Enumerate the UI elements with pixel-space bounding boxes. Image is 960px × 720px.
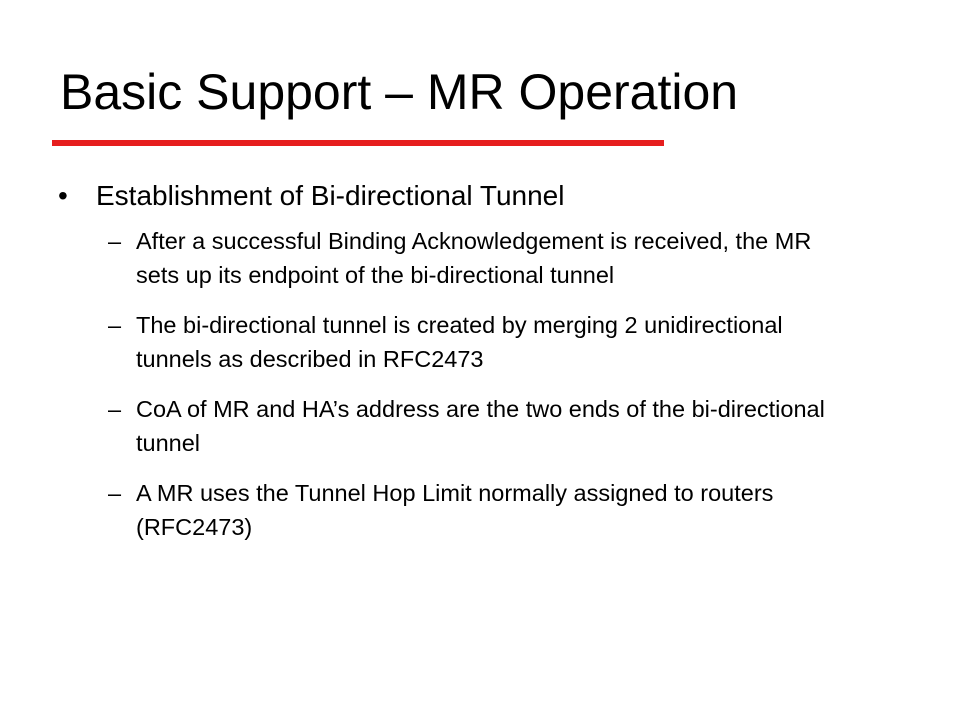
slide-content	[58, 176, 918, 560]
dash-marker: –	[108, 480, 122, 506]
sub-bullet-list	[58, 224, 918, 544]
sub-bullet-text: CoA of MR and HA’s address are the two ends of the bi-directional tunnel	[136, 396, 825, 456]
bullet-item	[58, 176, 918, 216]
dash-marker: –	[108, 228, 122, 254]
sub-bullet-text: A MR uses the Tunnel Hop Limit normally assigned to routers (RFC2473)	[136, 480, 774, 540]
dash-marker: –	[108, 312, 122, 338]
slide-title: Basic Support – MR Operation	[60, 64, 739, 120]
sub-bullet-item	[108, 308, 856, 376]
sub-bullet-item	[108, 476, 856, 544]
bullet-text: Establishment of Bi-directional Tunnel	[96, 180, 565, 211]
title-underline	[52, 140, 664, 146]
dash-marker: –	[108, 396, 122, 422]
bullet-marker: •	[58, 180, 68, 211]
sub-bullet-text: After a successful Binding Acknowledgement is received, the MR sets up its endpoint of the bi-directional tunnel	[136, 228, 812, 288]
sub-bullet-item	[108, 392, 856, 460]
sub-bullet-item	[108, 224, 856, 292]
sub-bullet-text: The bi-directional tunnel is created by merging 2 unidirectional tunnels as described in RFC2473	[136, 312, 783, 372]
